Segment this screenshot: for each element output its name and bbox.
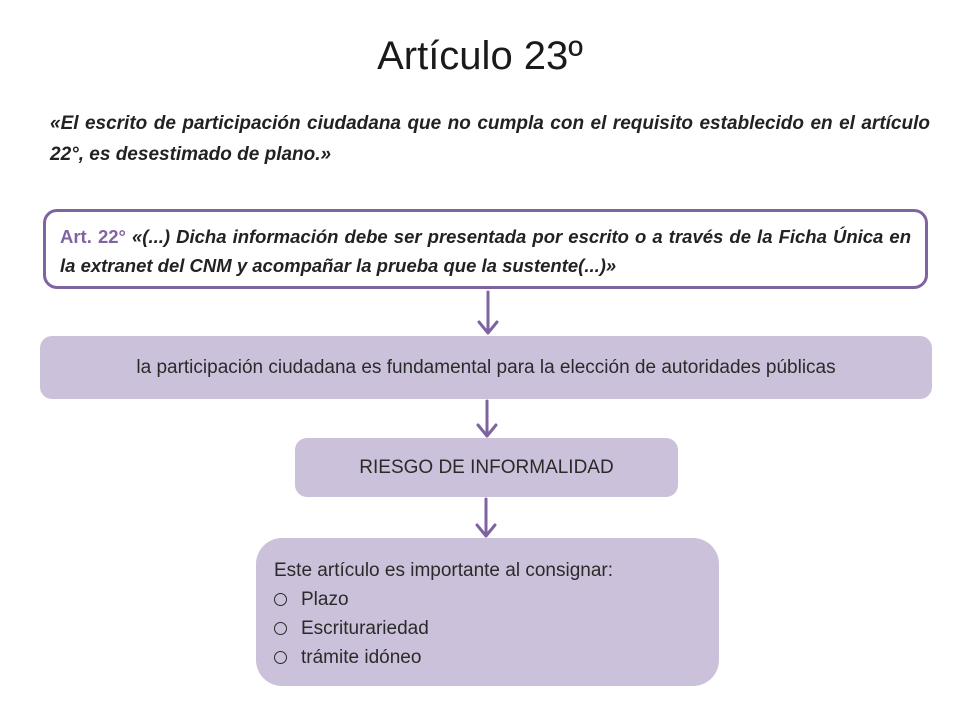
risk-node: [295, 438, 678, 497]
risk-node-label: RIESGO DE INFORMALIDAD: [359, 456, 614, 478]
circle-bullet-icon: [274, 622, 287, 635]
list-item-label: Escriturariedad: [301, 618, 429, 639]
importance-list-intro: Este artículo es importante al consignar:: [274, 560, 614, 581]
arrow-down-icon: [477, 499, 495, 536]
list-item: [274, 585, 701, 614]
circle-bullet-icon: [274, 593, 287, 606]
arrow-down-icon: [479, 292, 497, 333]
list-item: [274, 643, 701, 672]
article-22-box: [43, 209, 928, 289]
arrow-down-icon: [478, 401, 496, 436]
list-item: [274, 614, 701, 643]
participation-node: [40, 336, 932, 399]
list-item-label: trámite idóneo: [301, 647, 422, 668]
page-title: Artículo 23º: [377, 34, 583, 78]
article-quote: «El escrito de participación ciudadana que no cumpla con el requisito establecido en el artículo 22°, es desestimado de plano.»: [50, 113, 930, 165]
list-item-label: Plazo: [301, 589, 349, 610]
importance-list: [274, 585, 701, 672]
participation-node-label: la participación ciudadana es fundamental para la elección de autoridades públicas: [136, 356, 836, 378]
article-22-text: «(...) Dicha información debe ser presentada por escrito o a través de la Ficha Única en la extranet del CNM y acompañar la prueba que la sustente(...)»: [60, 226, 912, 276]
circle-bullet-icon: [274, 651, 287, 664]
article-22-reference: Art. 22°: [60, 226, 126, 247]
importance-list-node: [256, 538, 719, 686]
